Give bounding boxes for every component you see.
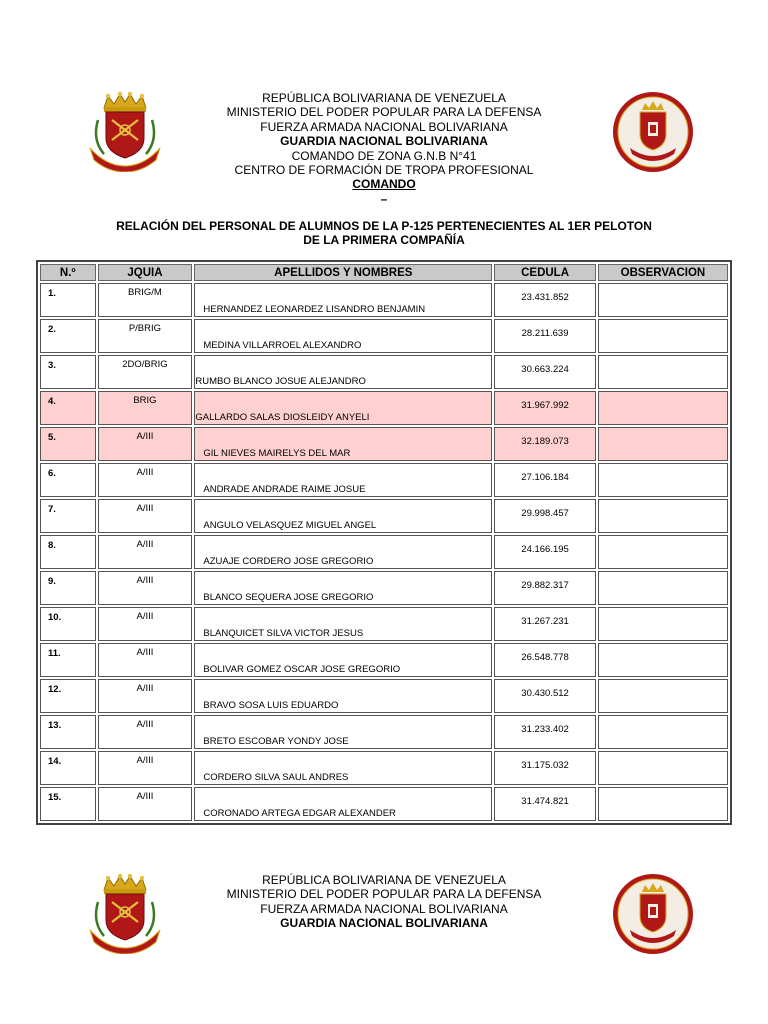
header-dash: –: [380, 191, 388, 206]
row-id: 29.882.317: [494, 571, 596, 605]
row-name-text: BRETO ESCOBAR YONDY JOSE: [203, 736, 349, 747]
row-id: 24.166.195: [494, 535, 596, 569]
row-rank: A/III: [98, 643, 193, 677]
table-row: [40, 643, 728, 677]
row-name-text: AZUAJE CORDERO JOSE GREGORIO: [203, 556, 374, 567]
row-id: 31.967.992: [494, 391, 596, 425]
header-observation: OBSERVACION: [598, 264, 728, 281]
header-line: REPÚBLICA BOLIVARIANA DE VENEZUELA: [262, 91, 506, 105]
table-row: [40, 319, 728, 353]
row-name-text: GALLARDO SALAS DIOSLEIDY ANYELI: [195, 412, 370, 423]
table-row-highlighted: [40, 427, 728, 461]
row-observation: [598, 787, 728, 821]
header-line-bold: GUARDIA NACIONAL BOLIVARIANA: [280, 916, 488, 931]
row-name: [194, 499, 492, 533]
table-row: [40, 535, 728, 569]
header-line: FUERZA ARMADA NACIONAL BOLIVARIANA: [260, 901, 508, 916]
table-row: [40, 463, 728, 497]
personnel-table: [36, 260, 732, 825]
title-line-1: RELACIÓN DEL PERSONAL DE ALUMNOS DE LA P-125 PERTENECIENTES AL 1ER PELOTON: [116, 219, 652, 233]
row-rank: 2DO/BRIG: [98, 355, 193, 389]
row-rank: BRIG: [98, 391, 193, 425]
row-id: 30.663.224: [494, 355, 596, 389]
row-rank: A/III: [98, 535, 193, 569]
row-number: 10.: [40, 607, 96, 641]
table-row: [40, 499, 728, 533]
row-observation: [598, 499, 728, 533]
row-id: 31.267.231: [494, 607, 596, 641]
document-header-bottom: [0, 873, 768, 931]
row-observation: [598, 679, 728, 713]
table-row: [40, 751, 728, 785]
document-header-top: [0, 91, 768, 206]
row-name: [194, 679, 492, 713]
row-name-text: CORONADO ARTEGA EDGAR ALEXANDER: [203, 808, 396, 819]
table-row: [40, 355, 728, 389]
row-rank: P/BRIG: [98, 319, 193, 353]
row-id: 27.106.184: [494, 463, 596, 497]
header-id: CEDULA: [494, 264, 596, 281]
row-name: [194, 571, 492, 605]
table-row: [40, 679, 728, 713]
row-name-text: ANGULO VELASQUEZ MIGUEL ANGEL: [203, 520, 377, 531]
row-name: [194, 427, 492, 461]
header-line: COMANDO DE ZONA G.N.B N°41: [291, 148, 477, 163]
header-line-command: COMANDO: [352, 177, 416, 192]
row-observation: [598, 535, 728, 569]
row-observation: [598, 607, 728, 641]
row-number: 7.: [40, 499, 96, 533]
row-rank: A/III: [98, 715, 193, 749]
row-id: 29.998.457: [494, 499, 596, 533]
row-name-text: MEDINA VILLARROEL ALEXANDRO: [203, 340, 362, 351]
row-name: [194, 715, 492, 749]
row-name: [194, 463, 492, 497]
row-rank: A/III: [98, 463, 193, 497]
table-header-row: [40, 264, 728, 281]
row-name-text: BOLIVAR GOMEZ OSCAR JOSE GREGORIO: [203, 664, 401, 675]
row-name: [194, 283, 492, 317]
row-id: 23.431.852: [494, 283, 596, 317]
table-row: [40, 787, 728, 821]
row-rank: A/III: [98, 427, 193, 461]
row-name-text: CORDERO SILVA SAUL ANDRES: [203, 772, 349, 783]
row-observation: [598, 355, 728, 389]
table-row: [40, 715, 728, 749]
header-line: MINISTERIO DEL PODER POPULAR PARA LA DEFENSA: [226, 887, 542, 902]
row-number: 9.: [40, 571, 96, 605]
row-name-text: GIL NIEVES MAIRELYS DEL MAR: [203, 448, 351, 459]
row-rank: A/III: [98, 571, 193, 605]
row-observation: [598, 427, 728, 461]
row-observation: [598, 643, 728, 677]
row-number: 15.: [40, 787, 96, 821]
row-name: [194, 787, 492, 821]
row-observation: [598, 751, 728, 785]
row-number: 8.: [40, 535, 96, 569]
row-id: 31.175.032: [494, 751, 596, 785]
row-number: 14.: [40, 751, 96, 785]
row-rank: A/III: [98, 607, 193, 641]
row-rank: BRIG/M: [98, 283, 193, 317]
row-number: 4.: [40, 391, 96, 425]
row-name: [194, 643, 492, 677]
row-id: 28.211.639: [494, 319, 596, 353]
table-row-highlighted: [40, 391, 728, 425]
header-line: FUERZA ARMADA NACIONAL BOLIVARIANA: [260, 119, 508, 134]
table-row: [40, 607, 728, 641]
header-rank: JQUIA: [98, 264, 193, 281]
row-observation: [598, 571, 728, 605]
row-name: [194, 355, 492, 389]
row-name-text: BLANQUICET SILVA VICTOR JESUS: [203, 628, 364, 639]
row-name-text: BLANCO SEQUERA JOSE GREGORIO: [203, 592, 374, 603]
row-name-text: RUMBO BLANCO JOSUE ALEJANDRO: [195, 376, 366, 387]
row-observation: [598, 715, 728, 749]
row-number: 2.: [40, 319, 96, 353]
row-name: [194, 535, 492, 569]
row-name-text: ANDRADE ANDRADE RAIME JOSUE: [203, 484, 366, 495]
row-rank: A/III: [98, 679, 193, 713]
table-row: [40, 571, 728, 605]
row-observation: [598, 463, 728, 497]
row-observation: [598, 391, 728, 425]
header-line-bold: GUARDIA NACIONAL BOLIVARIANA: [280, 134, 488, 149]
row-name-text: BRAVO SOSA LUIS EDUARDO: [203, 700, 339, 711]
row-number: 3.: [40, 355, 96, 389]
row-name-text: HERNANDEZ LEONARDEZ LISANDRO BENJAMIN: [203, 304, 426, 315]
row-rank: A/III: [98, 499, 193, 533]
header-line: MINISTERIO DEL PODER POPULAR PARA LA DEFENSA: [226, 105, 542, 120]
row-number: 13.: [40, 715, 96, 749]
row-name: [194, 319, 492, 353]
row-rank: A/III: [98, 751, 193, 785]
header-line: CENTRO DE FORMACIÓN DE TROPA PROFESIONAL: [234, 163, 534, 178]
row-number: 12.: [40, 679, 96, 713]
document-title: [0, 219, 768, 247]
header-line: REPÚBLICA BOLIVARIANA DE VENEZUELA: [262, 873, 506, 887]
row-observation: [598, 319, 728, 353]
title-line-2: DE LA PRIMERA COMPAÑÍA: [303, 233, 465, 247]
table-row: [40, 283, 728, 317]
row-id: 31.474.821: [494, 787, 596, 821]
row-name: [194, 391, 492, 425]
header-number: N.º: [40, 264, 96, 281]
row-id: 30.430.512: [494, 679, 596, 713]
row-number: 5.: [40, 427, 96, 461]
row-id: 26.548.778: [494, 643, 596, 677]
row-id: 32.189.073: [494, 427, 596, 461]
row-observation: [598, 283, 728, 317]
row-id: 31.233.402: [494, 715, 596, 749]
row-name: [194, 751, 492, 785]
row-number: 1.: [40, 283, 96, 317]
row-number: 6.: [40, 463, 96, 497]
row-rank: A/III: [98, 787, 193, 821]
row-number: 11.: [40, 643, 96, 677]
header-name: APELLIDOS Y NOMBRES: [194, 264, 492, 281]
row-name: [194, 607, 492, 641]
